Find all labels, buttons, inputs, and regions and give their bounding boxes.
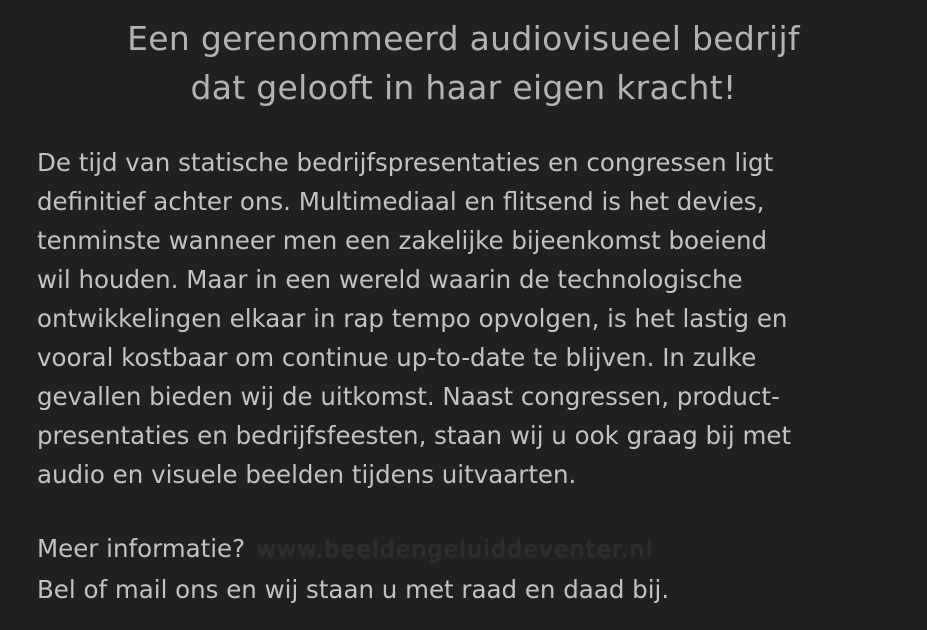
more-info-label: Meer informatie? [37, 534, 246, 563]
paragraph-line: vooral kostbaar om continue up-to-date te blijven. In zulke [37, 343, 757, 372]
heading-line-1: Een gerenommeerd audiovisueel bedrijf [127, 19, 800, 58]
paragraph-line: gevallen bieden wij de uitkomst. Naast congressen, product- [37, 382, 780, 411]
heading-line-2: dat gelooft in haar eigen kracht! [190, 68, 737, 107]
paragraph-line: wil houden. Maar in een wereld waarin de technologische [37, 265, 743, 294]
call-to-action: Bel of mail ons en wij staan u met raad en daad bij. [37, 575, 670, 604]
page-heading [0, 14, 927, 112]
paragraph-line: ontwikkelingen elkaar in rap tempo opvolgen, is het lastig en [37, 304, 788, 333]
paragraph-line: audio en visuele beelden tijdens uitvaarten. [37, 460, 577, 489]
more-info-line [37, 529, 917, 570]
paragraph-line: De tijd van statische bedrijfspresentaties en congressen ligt [37, 148, 774, 177]
website-link[interactable]: www.beeldengeluiddeventer.nl [256, 537, 654, 563]
paragraph-line: definitief achter ons. Multimediaal en flitsend is het devies, [37, 187, 765, 216]
intro-paragraph [37, 143, 917, 494]
paragraph-line: presentaties en bedrijfsfeesten, staan wij u ook graag bij met [37, 421, 792, 450]
paragraph-line: tenminste wanneer men een zakelijke bijeenkomst boeiend [37, 226, 768, 255]
contact-section [37, 529, 917, 609]
